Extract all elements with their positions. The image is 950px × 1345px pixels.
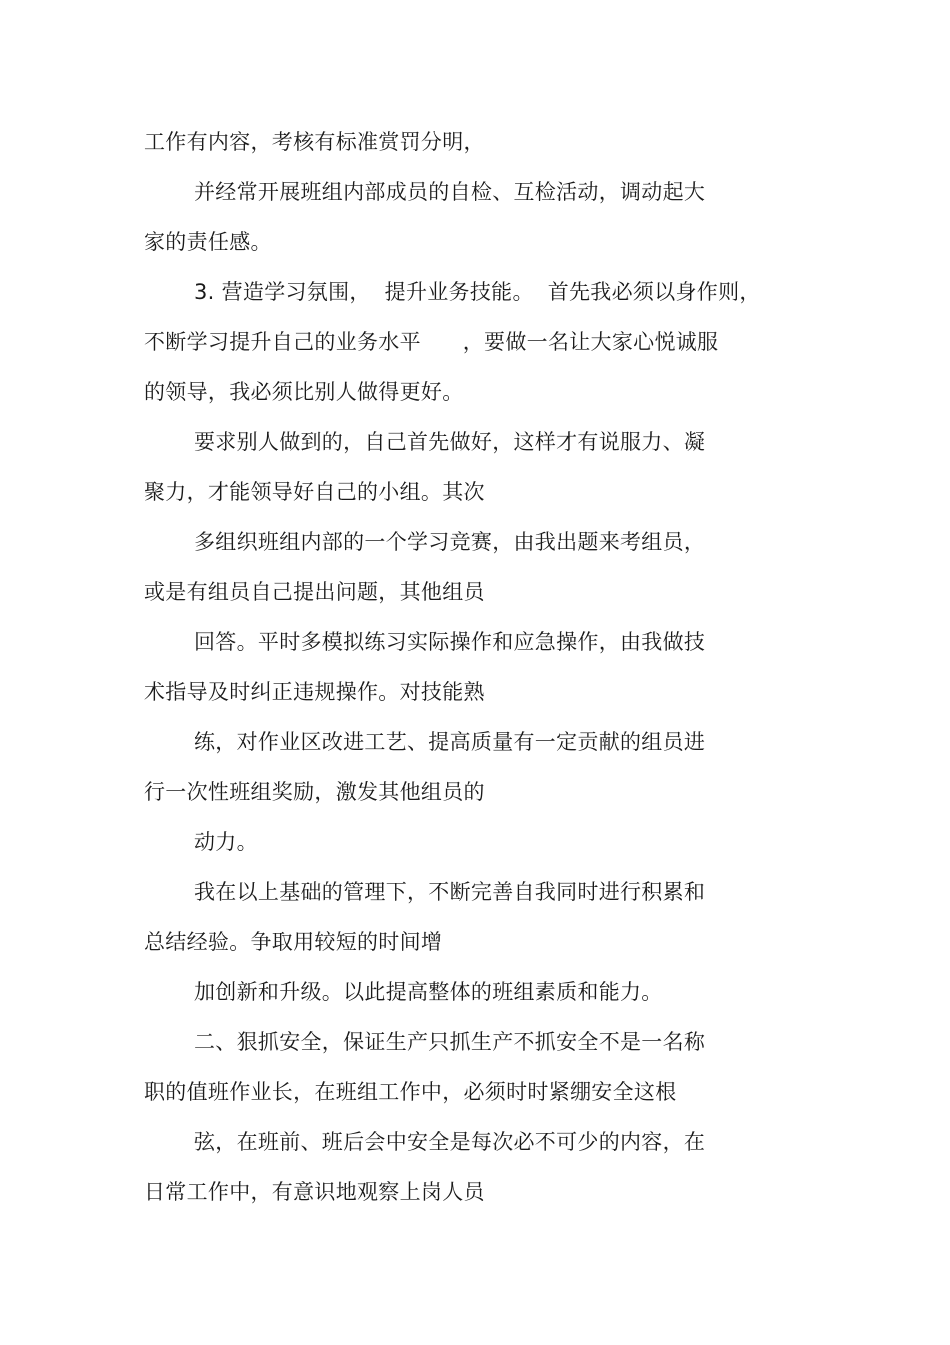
text-line: 的领导，我必须比别人做得更好。 [144,380,464,404]
text-line: 加创新和升级。以此提高整体的班组素质和能力。 [194,980,663,1004]
text-line: 行一次性班组奖励，激发其他组员的 [144,780,485,804]
text-line: 多组织班组内部的一个学习竞赛，由我出题来考组员， [194,530,706,554]
text-line: 聚力，才能领导好自己的小组。其次 [144,480,485,504]
text-line: 术指导及时纠正违规操作。对技能熟 [144,680,485,704]
text-line: 日常工作中，有意识地观察上岗人员 [144,1180,485,1204]
text-line: 弦，在班前、班后会中安全是每次必不可少的内容，在 [194,1130,706,1154]
text-line: 二、狠抓安全，保证生产只抓生产不抓安全不是一名称 [194,1030,706,1054]
text-line: 总结经验。争取用较短的时间增 [144,930,443,954]
text-line: 或是有组员自己提出问题，其他组员 [144,580,485,604]
text-line: 要求别人做到的，自己首先做好，这样才有说服力、凝 [194,430,706,454]
text-line: 3. 营造学习氛围， 提升业务技能。 首先我必须以身作则， [194,280,761,304]
text-line: 动力。 [194,830,258,854]
text-line: 工作有内容，考核有标准赏罚分明， [144,130,485,154]
text-line: 不断学习提升自己的业务水平 ，要做一名让大家心悦诚服 [144,330,719,354]
text-line: 并经常开展班组内部成员的自检、互检活动，调动起大 [194,180,706,204]
text-line: 职的值班作业长，在班组工作中，必须时时紧绷安全这根 [144,1080,677,1104]
text-line: 练，对作业区改进工艺、提高质量有一定贡献的组员进 [194,730,706,754]
text-line: 我在以上基础的管理下，不断完善自我同时进行积累和 [194,880,706,904]
text-line: 家的责任感。 [144,230,272,254]
text-line: 回答。平时多模拟练习实际操作和应急操作，由我做技 [194,630,706,654]
